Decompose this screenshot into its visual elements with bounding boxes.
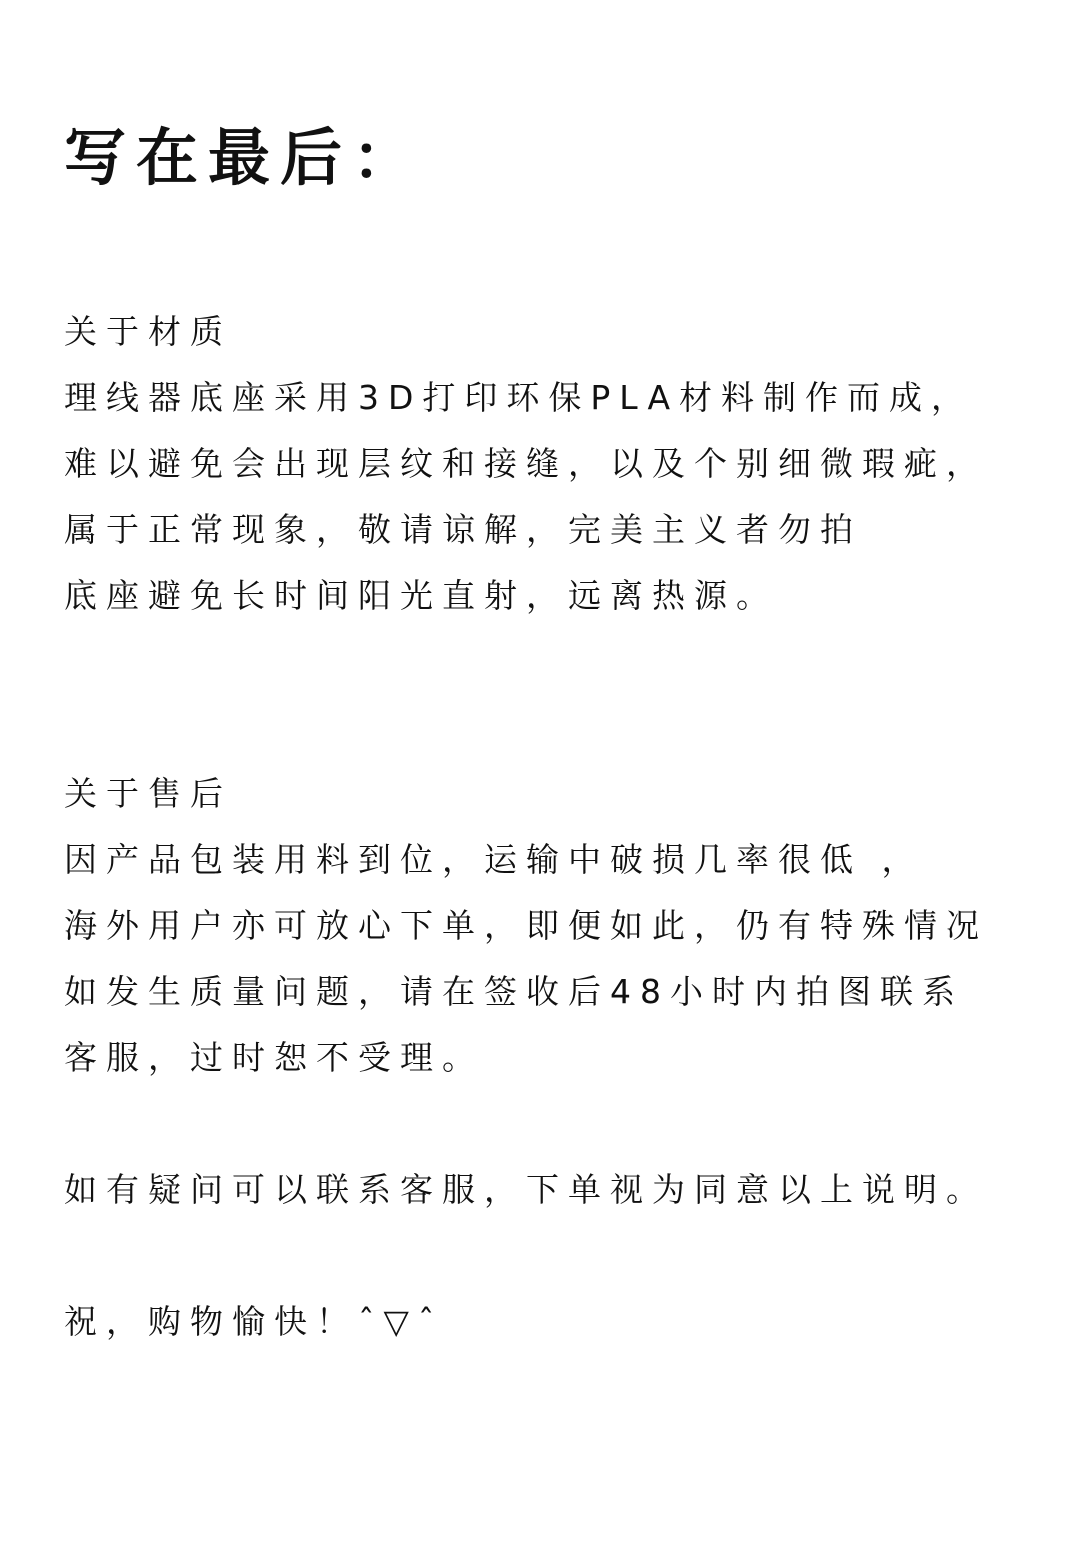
page-title: 写在最后： bbox=[64, 121, 425, 194]
closing-text: 祝，购物愉快！ˆ▽ˆ bbox=[64, 1302, 444, 1341]
aftersale-line: 海外用户亦可放心下单，即便如此，仍有特殊情况 bbox=[64, 906, 988, 945]
notice-text: 如有疑问可以联系客服，下单视为同意以上说明。 bbox=[64, 1170, 988, 1209]
material-heading: 关于材质 bbox=[64, 312, 232, 351]
material-line: 理线器底座采用3D打印环保PLA材料制作而成， bbox=[64, 378, 974, 417]
aftersale-heading: 关于售后 bbox=[64, 774, 232, 813]
material-line: 底座避免长时间阳光直射，远离热源。 bbox=[64, 576, 778, 615]
aftersale-line: 因产品包装用料到位，运输中破损几率很低 ， bbox=[64, 840, 924, 879]
aftersale-line: 客服，过时恕不受理。 bbox=[64, 1038, 484, 1077]
material-line: 难以避免会出现层纹和接缝，以及个别细微瑕疵， bbox=[64, 444, 988, 483]
material-line: 属于正常现象，敬请谅解，完美主义者勿拍 bbox=[64, 510, 862, 549]
aftersale-line: 如发生质量问题，请在签收后48小时内拍图联系 bbox=[64, 972, 964, 1011]
